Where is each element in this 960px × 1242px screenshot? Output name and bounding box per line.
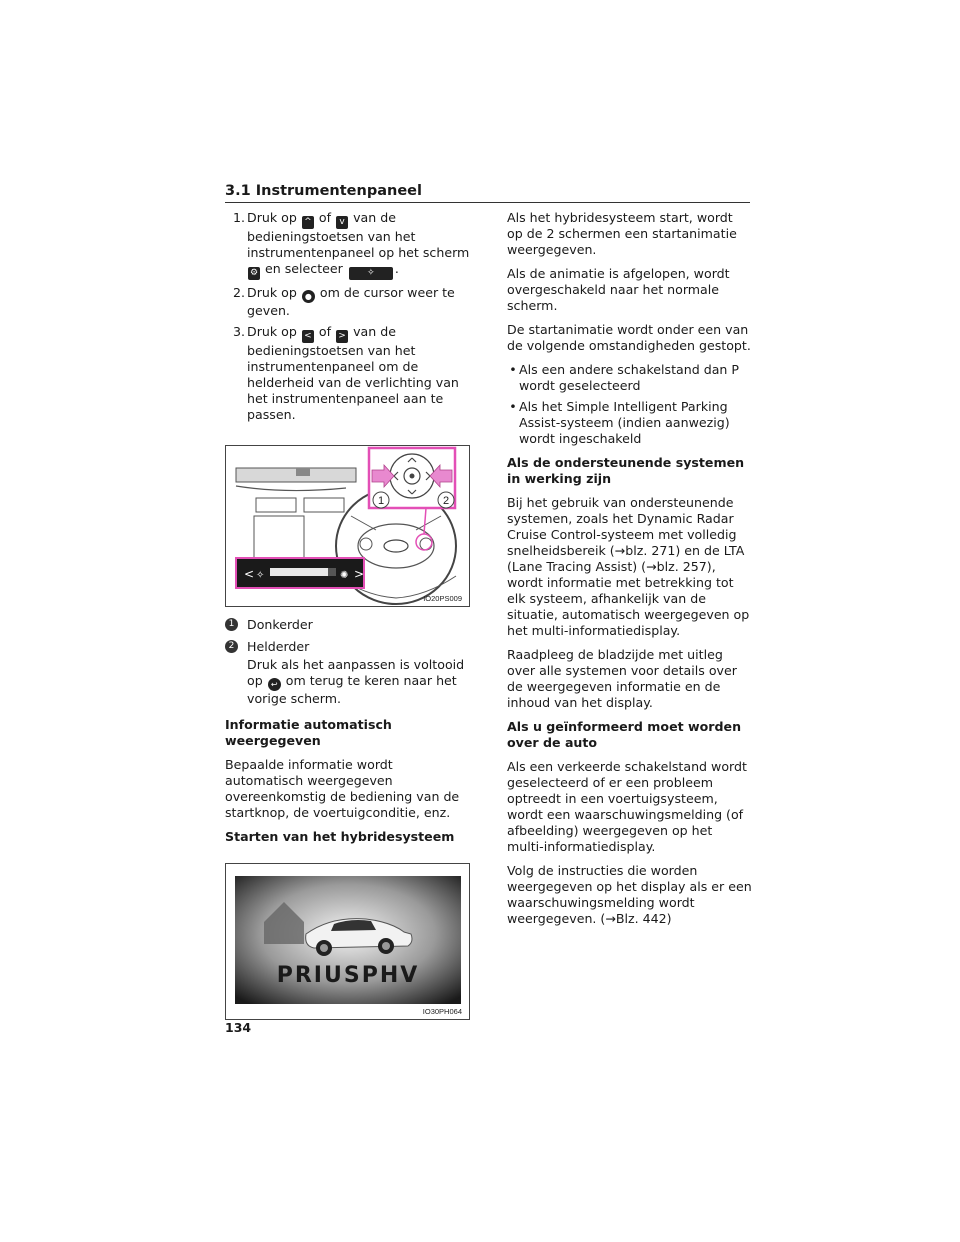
step-text: Druk op < of > van de bedieningstoetsen van het instrumentenpaneel om de helderheid van de verlichting van het instrumentenpaneel aan te passen.: [247, 324, 459, 422]
paragraph: Als een verkeerde schakelstand wordt geselecteerd of er een probleem optreedt in een voertuigsysteem, wordt een waarschuwingsmelding (of afbeelding) weergegeven op het multi-informatiedisplay.: [507, 759, 747, 854]
section-heading: Als u geïnformeerd moet worden over de auto: [507, 719, 742, 750]
svg-text:✧: ✧: [256, 570, 265, 581]
section-heading: Informatie automatisch weergegeven: [225, 717, 392, 748]
callout-item: [225, 617, 470, 633]
paragraph: Volg de instructies die worden weergegeven op het display als er een waarschuwingsmelding wordt weergegeven. (→Blz. 442): [507, 863, 752, 926]
callout-number: 2: [225, 640, 238, 653]
step-text: Druk op ● om de cursor weer te geven.: [247, 285, 455, 318]
step-number: 1.: [232, 210, 245, 225]
paragraph: Raadpleeg de bladzijde met uitleg over alle systemen voor details over de weergegeven informatie en de inhoud van het display.: [507, 647, 737, 710]
left-column: [225, 210, 470, 1020]
list-item: • Als een andere schakelstand dan P wordt geselecteerd: [507, 362, 752, 394]
brightness-level-bar: [270, 568, 336, 576]
back-button-icon: ↩: [268, 678, 281, 691]
callout-note: Druk als het aanpassen is voltooid op ↩ om terug te keren naar het vorige scherm.: [247, 657, 465, 706]
startup-animation-illustration: [226, 864, 469, 1019]
prius-phv-logo: PRIUSPHV: [276, 963, 420, 988]
right-column: [507, 210, 752, 935]
list-item: • Als het Simple Intelligent Parking Assist-systeem (indien aanwezig) wordt ingeschakeld: [507, 399, 752, 447]
steering-wheel-figure: [225, 445, 470, 607]
bullet-icon: •: [509, 399, 517, 414]
subsection-heading: Starten van het hybridesysteem: [225, 829, 455, 844]
svg-text:>: >: [354, 567, 365, 581]
figure-callout-2: 2: [442, 495, 450, 507]
page-number: 134: [225, 1020, 252, 1035]
step-number: 2.: [232, 285, 245, 300]
step-1: [225, 210, 470, 280]
figure-code: IO20PS009: [423, 594, 462, 603]
callout-item: [225, 639, 470, 655]
section-title: 3.1 Instrumentenpaneel: [225, 183, 422, 199]
step-2: [225, 285, 470, 319]
brightness-setting-icon: ✧: [349, 267, 393, 280]
callout-label: Helderder: [247, 639, 310, 654]
down-arrow-key-icon: v: [336, 216, 348, 229]
section-heading: Als de ondersteunende systemen in werking zijn: [507, 455, 745, 486]
up-arrow-key-icon: ^: [302, 216, 314, 229]
bullet-icon: •: [509, 362, 517, 377]
enter-button-icon: ●: [302, 290, 315, 303]
steering-wheel-illustration: [226, 446, 469, 606]
svg-text:<: <: [244, 567, 255, 581]
step-text: Druk op ^ of v van de bedieningstoetsen van het instrumentenpaneel op het scherm ⚙ en selecteer ✧ .: [247, 210, 470, 278]
step-number: 3.: [232, 324, 245, 339]
figure-code: IO30PH064: [422, 1007, 462, 1016]
paragraph: Bij het gebruik van ondersteunende systemen, zoals het Dynamic Radar Cruise Control-systeem met volledig snelheidsbereik (→blz. 271) en de LTA (Lane Tracing Assist) (→blz. 257), wordt informatie met betrekking tot elk systeem, afhankelijk van de situatie, automatisch weergegeven op het multi-informatiedisplay.: [507, 495, 750, 638]
paragraph: Als het hybridesysteem start, wordt op de 2 schermen een startanimatie weergegeven.: [507, 210, 737, 257]
figure-callout-1: 1: [377, 495, 385, 507]
section-header: [225, 180, 750, 203]
paragraph: De startanimatie wordt onder een van de volgende omstandigheden gestopt.: [507, 322, 751, 353]
left-arrow-key-icon: <: [302, 330, 314, 343]
callout-number: 1: [225, 618, 238, 631]
paragraph: Als de animatie is afgelopen, wordt overgeschakeld naar het normale scherm.: [507, 266, 730, 313]
step-3: [225, 324, 470, 423]
settings-screen-icon: ⚙: [249, 268, 259, 278]
startup-animation-figure: [225, 863, 470, 1020]
svg-text:✺: ✺: [340, 570, 349, 581]
right-arrow-key-icon: >: [336, 330, 348, 343]
callout-label: Donkerder: [247, 617, 313, 632]
section-body: Bepaalde informatie wordt automatisch weergegeven overeenkomstig de bediening van de startknop, de voertuigconditie, enz.: [225, 757, 460, 820]
